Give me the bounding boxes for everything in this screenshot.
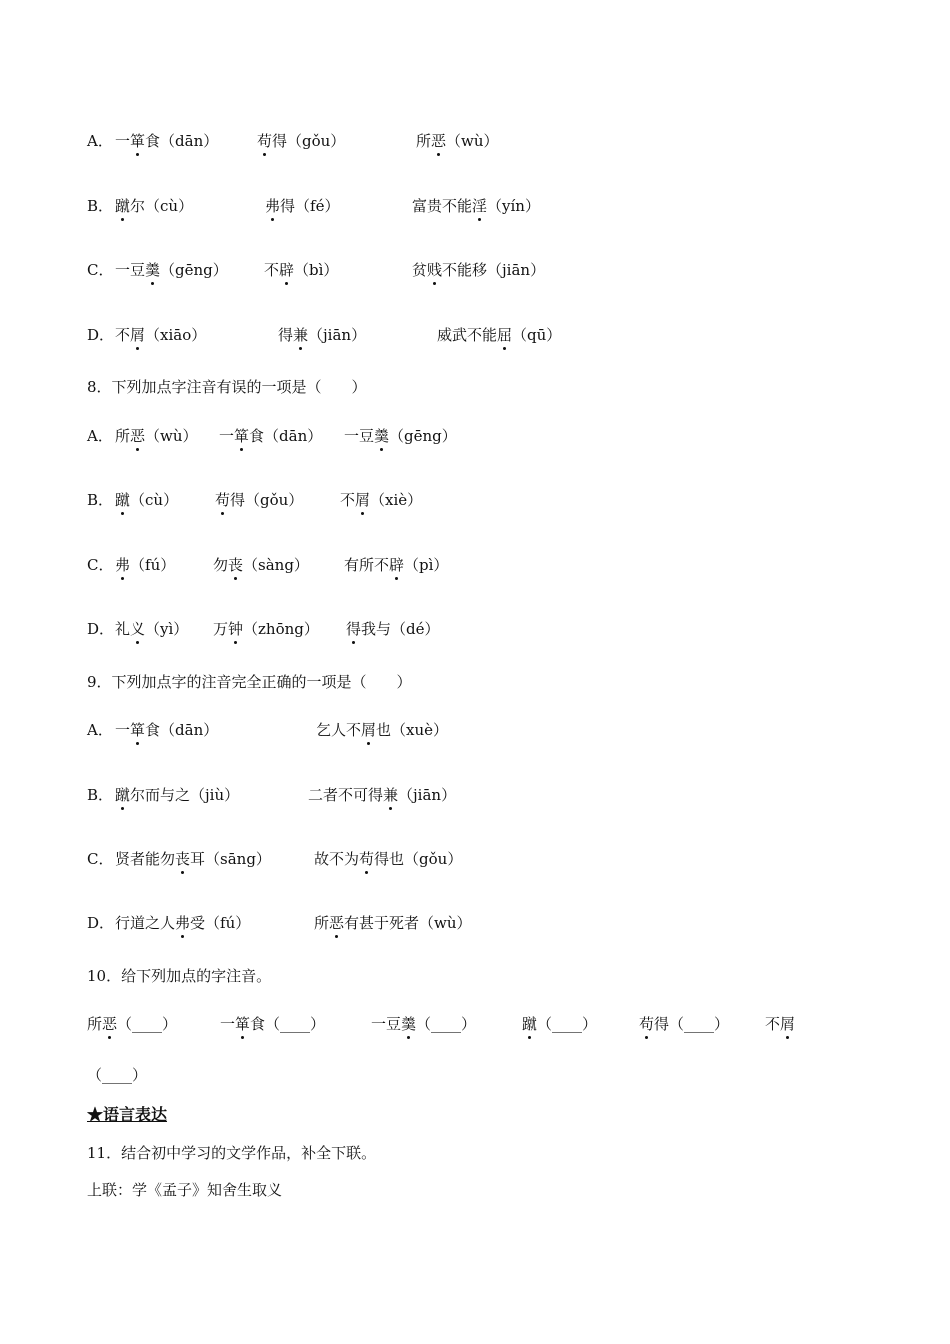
- emphasis-dot-char: 苟: [359, 850, 375, 868]
- q10-item: 所恶（____）: [87, 1015, 178, 1033]
- emphasis-dot-char: 恶: [130, 427, 146, 445]
- emphasis-dot-char: 屑: [780, 1015, 796, 1033]
- emphasis-dot-char: 箪: [234, 427, 250, 445]
- emphasis-dot-char: 箪: [235, 1015, 251, 1033]
- emphasis-dot-char: 弗: [175, 914, 191, 932]
- emphasis-dot-char: 兼: [383, 786, 399, 804]
- q11-stem: 11．结合初中学习的文学作品，补全下联。: [87, 1144, 377, 1162]
- emphasis-dot-char: 苟: [215, 491, 231, 509]
- emphasis-dot-char: 羹: [145, 261, 161, 279]
- emphasis-dot-char: 恶: [431, 132, 447, 150]
- emphasis-dot-char: 屈: [497, 326, 513, 344]
- emphasis-dot-char: 贱: [427, 261, 443, 279]
- q8-stem: 8．下列加点字注音有误的一项是（ ）: [87, 378, 367, 396]
- emphasis-dot-char: 兼: [293, 326, 309, 344]
- emphasis-dot-char: 得: [346, 620, 362, 638]
- emphasis-dot-char: 辟: [279, 261, 295, 279]
- q10-item: 苟得（____）: [639, 1015, 730, 1033]
- emphasis-dot-char: 屑: [130, 326, 146, 344]
- emphasis-dot-char: 淫: [472, 197, 488, 215]
- emphasis-dot-char: 蹴: [522, 1015, 538, 1033]
- emphasis-dot-char: 钟: [228, 620, 244, 638]
- section-heading: ★语言表达: [87, 1105, 168, 1124]
- emphasis-dot-char: 恶: [329, 914, 345, 932]
- q10-item: 一箪食（____）: [220, 1015, 326, 1033]
- q9-stem: 9．下列加点字的注音完全正确的一项是（ ）: [87, 673, 412, 691]
- q10-item: 不屑: [765, 1015, 796, 1033]
- emphasis-dot-char: 弗: [115, 556, 131, 574]
- emphasis-dot-char: 辟: [389, 556, 405, 574]
- emphasis-dot-char: 丧: [228, 556, 244, 574]
- emphasis-dot-char: 蹴: [115, 197, 131, 215]
- q10-item: 蹴（____）: [522, 1015, 598, 1033]
- emphasis-dot-char: 羹: [374, 427, 390, 445]
- emphasis-dot-char: 蹴: [115, 491, 131, 509]
- emphasis-dot-char: 屑: [355, 491, 371, 509]
- emphasis-dot-char: 恶: [102, 1015, 118, 1033]
- emphasis-dot-char: 箪: [130, 721, 146, 739]
- q10-stem: 10．给下列加点的字注音。: [87, 967, 272, 985]
- q10-item: 一豆羹（____）: [371, 1015, 477, 1033]
- emphasis-dot-char: 苟: [639, 1015, 655, 1033]
- q10-tail-blank: （____）: [87, 1066, 148, 1084]
- emphasis-dot-char: 屑: [361, 721, 377, 739]
- q11-upper-couplet: 上联：学《孟子》知舍生取义: [87, 1181, 283, 1199]
- emphasis-dot-char: 丧: [175, 850, 191, 868]
- emphasis-dot-char: 羹: [401, 1015, 417, 1033]
- emphasis-dot-char: 箪: [130, 132, 146, 150]
- emphasis-dot-char: 苟: [257, 132, 273, 150]
- emphasis-dot-char: 弗: [265, 197, 281, 215]
- emphasis-dot-char: 蹴: [115, 786, 131, 804]
- emphasis-dot-char: 义: [130, 620, 146, 638]
